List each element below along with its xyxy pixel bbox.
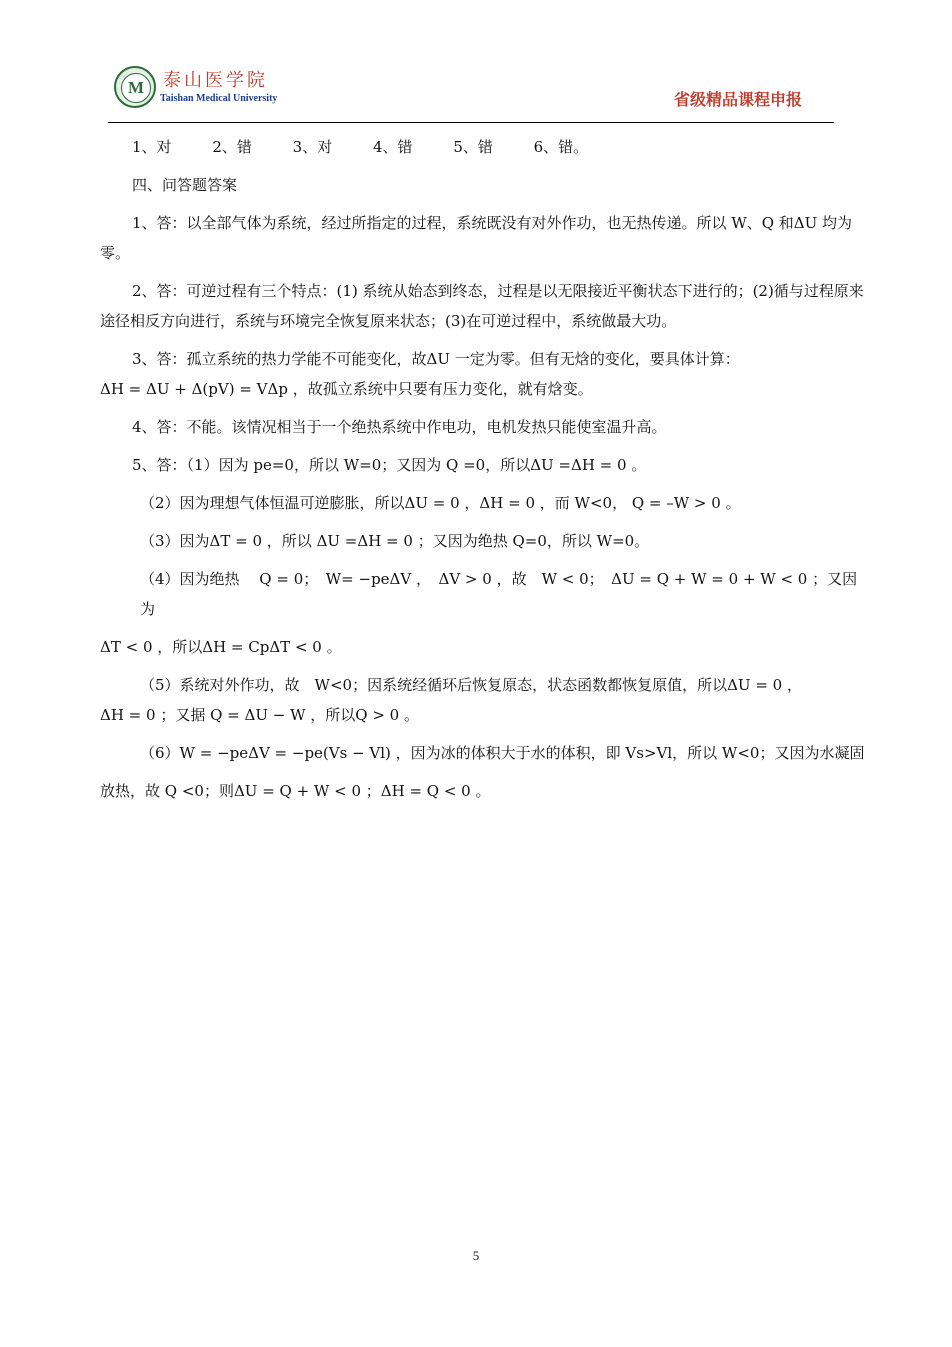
answer-5-part-2: （2）因为理想气体恒温可逆膨胀，所以ΔU = 0 ，ΔH = 0 ，而 W<0， Q = –W > 0 。	[140, 494, 741, 512]
true-false-answers	[100, 132, 868, 162]
university-logo-icon	[114, 66, 156, 108]
section-title: 四、问答题答案	[132, 176, 238, 194]
answer-5-part-5-line-2: ΔH = 0 ；又据 Q = ΔU − W ，所以Q > 0 。	[100, 706, 419, 724]
university-name-en: Taishan Medical University	[160, 93, 278, 104]
tf-answer: 4、错	[372, 138, 413, 156]
tf-answer: 5、错	[453, 138, 493, 156]
answer-3-line-2: ΔH = ΔU + Δ(pV) = VΔp ，故孤立系统中只要有压力变化，就有焓变。	[100, 380, 593, 398]
answer-5-part-6-line-2: 放热，故 Q <0；则ΔU = Q + W < 0 ；ΔH = Q < 0 。	[100, 782, 491, 800]
tf-answer: 2、错	[212, 138, 252, 156]
answer-4: 4、答：不能。该情况相当于一个绝热系统中作电功，电机发热只能使室温升高。	[132, 418, 667, 436]
page-number: 5	[472, 1248, 480, 1263]
tf-answer: 6、错。	[533, 138, 589, 156]
answer-2: 2、答：可逆过程有三个特点：(1) 系统从始态到终态，过程是以无限接近平衡状态下进行的；(2)循与过程原来途径相反方向进行，系统与环境完全恢复原来状态；(3)在可逆过程中，系统做最大功。	[100, 282, 864, 330]
university-name-cn: 泰山医学院	[163, 70, 268, 91]
tf-answer: 3、对	[292, 138, 333, 156]
tf-answer: 1、对	[132, 138, 172, 156]
header-course-title: 省级精品课程申报	[673, 90, 802, 109]
header-divider	[108, 122, 834, 123]
answer-5-part-4-line-1: （4）因为绝热 Q = 0； W= −peΔV ， ΔV > 0 ，故 W < 0； ΔU = Q + W = 0 + W < 0 ；又因为	[140, 570, 858, 618]
answer-5-part-5-line-1: （5）系统对外作功，故 W<0；因系统经循环后恢复原态，状态函数都恢复原值，所以ΔU = 0 ，	[140, 676, 802, 694]
logo-mark: M	[121, 73, 151, 103]
document-body	[100, 130, 868, 806]
answer-5-part-4-line-2: ΔT < 0 ，所以ΔH = CpΔT < 0 。	[100, 638, 342, 656]
answer-5-part-3: （3）因为ΔT = 0 ，所以 ΔU =ΔH = 0 ；又因为绝热 Q=0，所以 W=0。	[140, 532, 650, 550]
answer-5-part-6-line-1: （6）W = −peΔV = −pe(Vs − Vl) ，因为冰的体积大于水的体积，即 Vs>Vl，所以 W<0；又因为水凝固	[140, 744, 865, 762]
page-header	[0, 0, 952, 130]
answer-3-line-1: 3、答：孤立系统的热力学能不可能变化，故ΔU 一定为零。但有无焓的变化，要具体计算：	[132, 350, 740, 368]
answer-1: 1、答：以全部气体为系统，经过所指定的过程，系统既没有对外作功，也无热传递。所以 W、Q 和ΔU 均为零。	[100, 214, 853, 262]
answer-5-part-1: 5、答：（1）因为 pe=0，所以 W=0；又因为 Q =0，所以ΔU =ΔH = 0 。	[132, 456, 647, 474]
